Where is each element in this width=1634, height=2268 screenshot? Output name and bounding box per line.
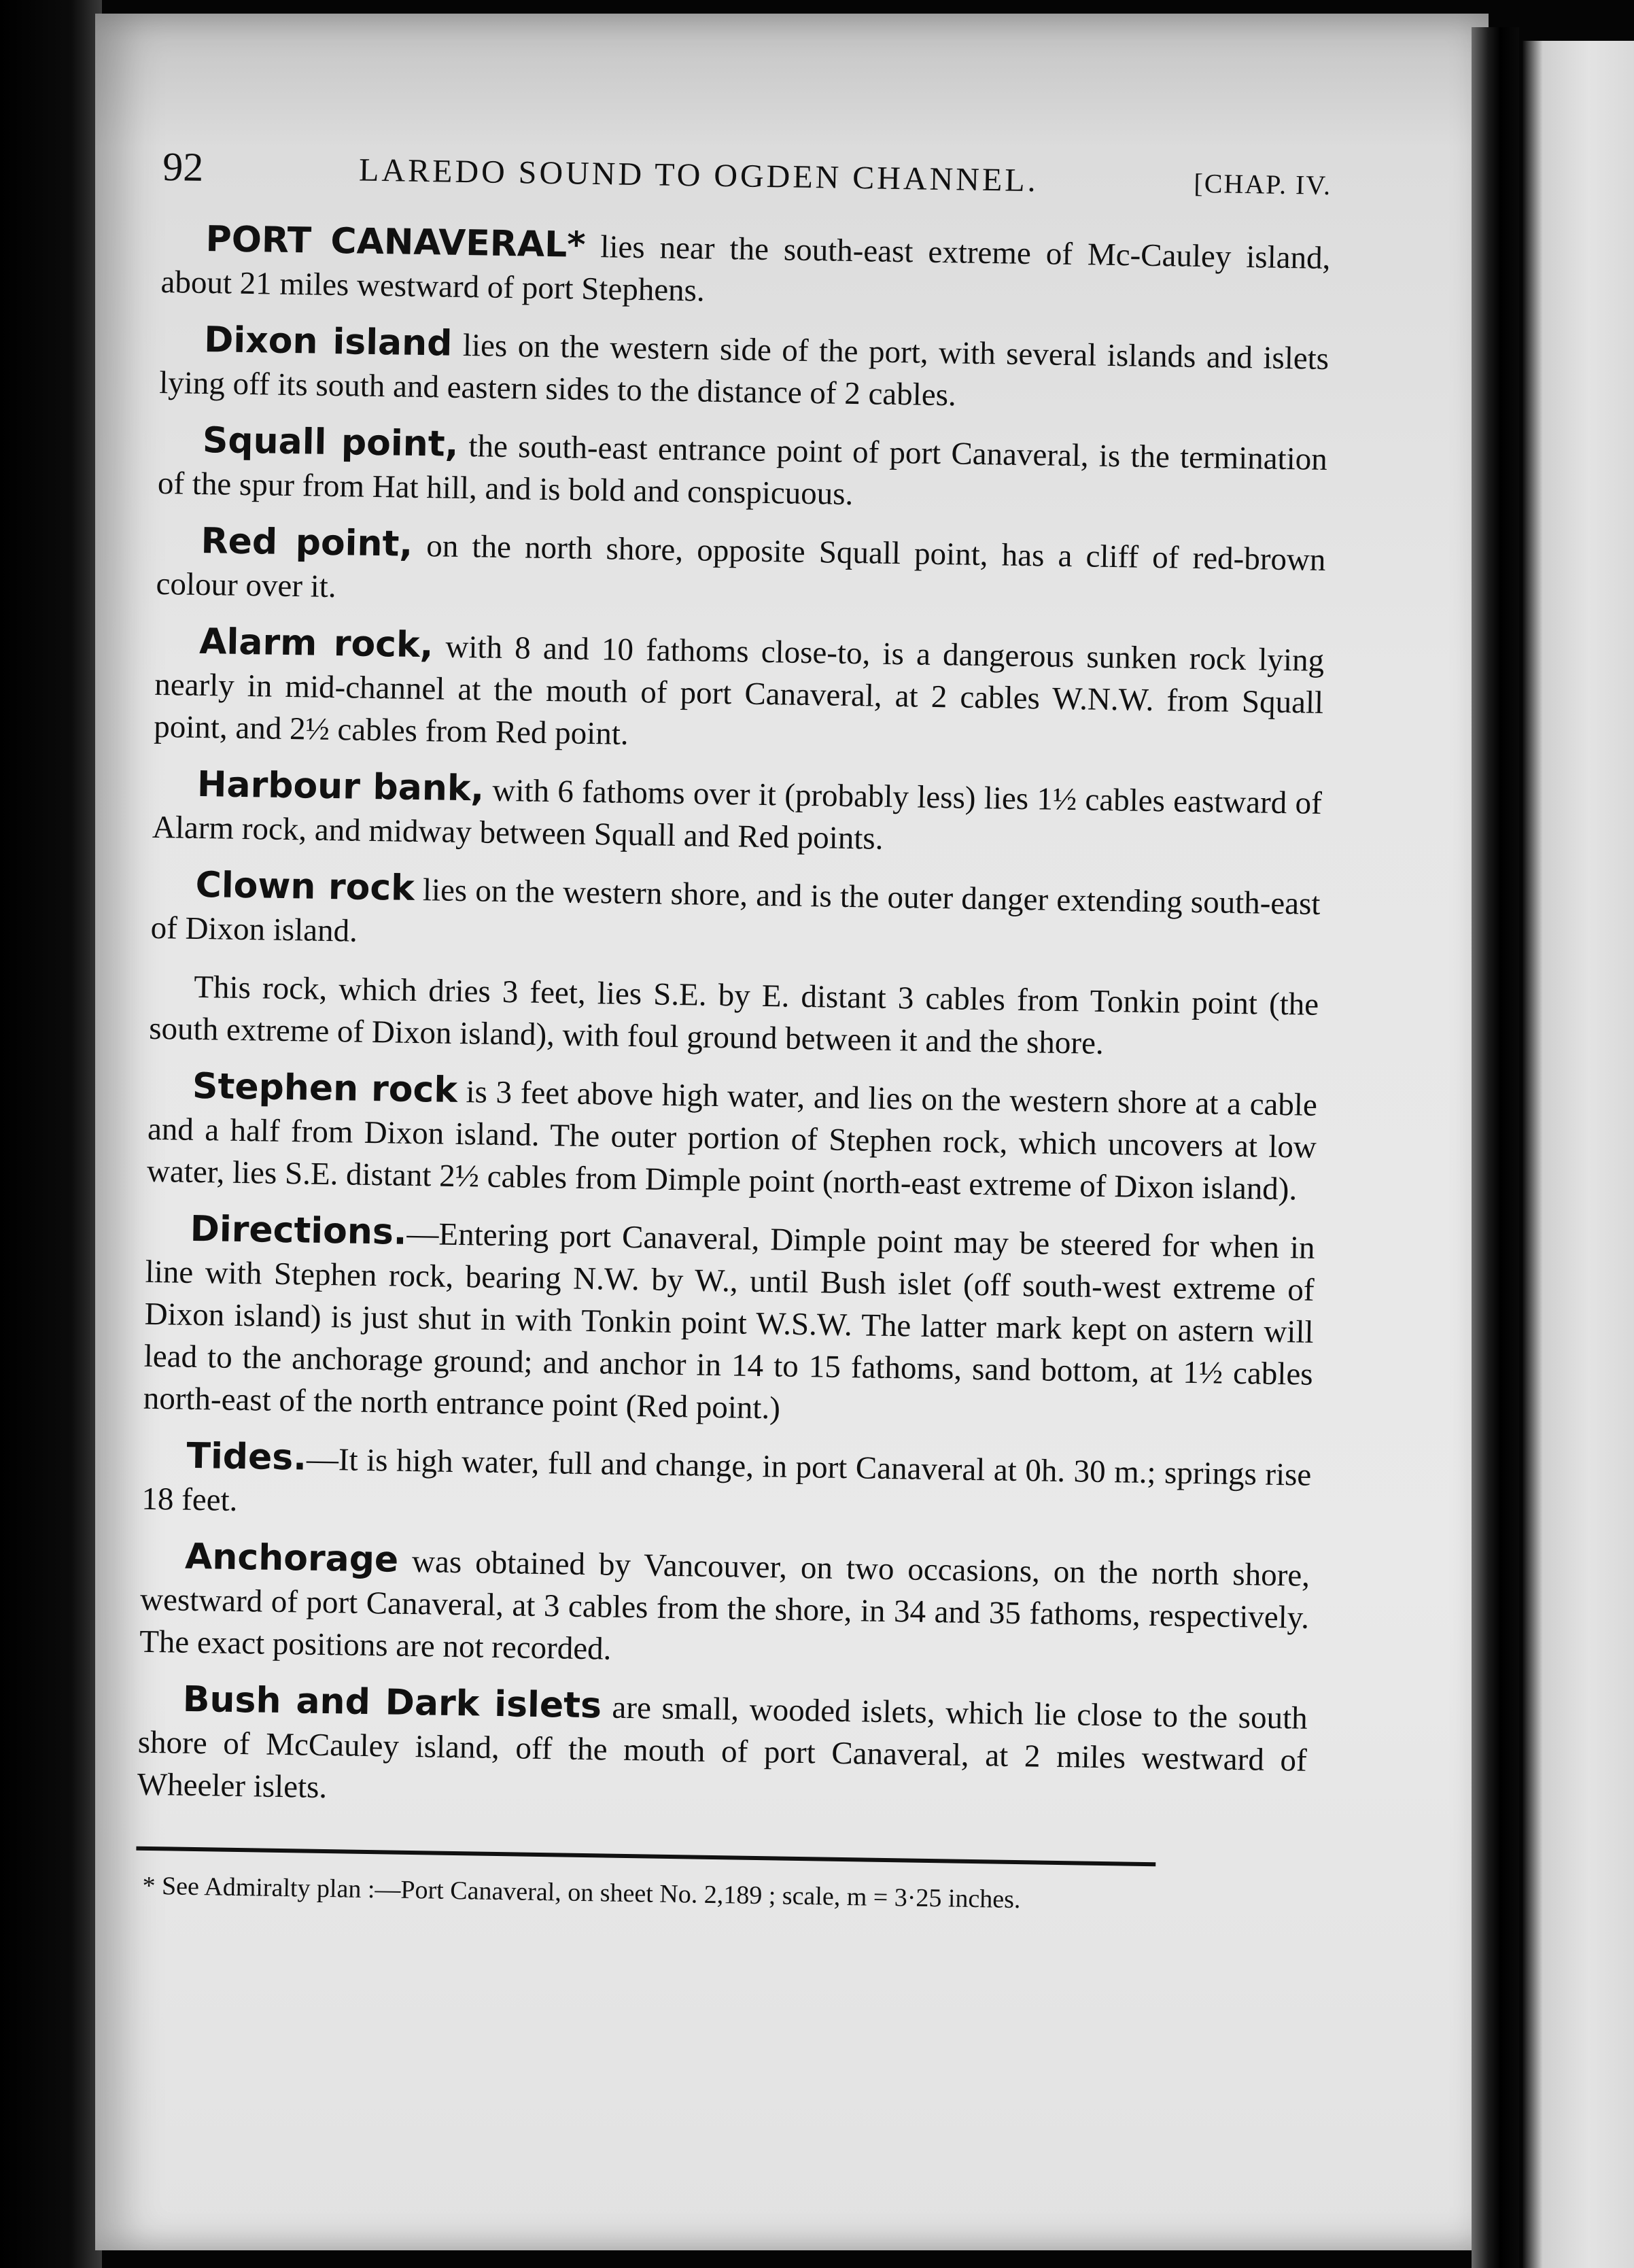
paragraph-clown-rock [150, 863, 1321, 967]
paragraph-squall-point [157, 419, 1327, 523]
scan-left-border [0, 0, 102, 2268]
paragraph-text: lies near the south-east extreme of Mc-Cauley island, about 21 miles westward of port Stephens. [160, 228, 1331, 309]
paragraph-text: lies on the western shore, and is the outer danger extending south-east of Dixon island. [150, 872, 1321, 949]
paragraph-stephen-rock [147, 1065, 1318, 1211]
paragraph-heading: Dixon island [203, 319, 453, 364]
paragraph-heading: Directions. [190, 1208, 408, 1253]
paragraph-text: is 3 feet above high water, and lies on the western shore at a cable and a half from Dixon island. The outer portion of Stephen rock, which uncovers at low water, lies S.E. distant 2½ cables from Dimple point (north-east extreme of Dixon island). [146, 1073, 1318, 1207]
paragraph-text: was obtained by Vancouver, on two occasions, on the north shore, westward of port Canaveral, at 3 cables from the shore, in 34 and 35 fathoms, respectively. The exact positions are not recorded. [139, 1543, 1310, 1667]
paragraph-text: on the north shore, opposite Squall point, has a cliff of red-brown colour over it. [156, 528, 1326, 605]
footnote: * See Admiralty plan :—Port Canaveral, on sheet No. 2,189 ; scale, m = 3·25 inches. [142, 1871, 1021, 1914]
paragraph-directions [143, 1207, 1315, 1438]
paragraph-text: with 8 and 10 fathoms close-to, is a dangerous sunken rock lying nearly in mid-channel at the mouth of port Canaveral, at 2 cables W.N.W. from Squall point, and 2½ cables from Red point. [153, 629, 1325, 752]
paragraph-text: with 6 fathoms over it (probably less) lies 1½ cables eastward of Alarm rock, and midway between Squall and Red points. [152, 772, 1323, 857]
running-title: LAREDO SOUND TO OGDEN CHANNEL. [358, 152, 1039, 199]
chapter-label: [CHAP. IV. [1194, 167, 1332, 201]
paragraph-anchorage [139, 1535, 1310, 1681]
paragraph-text: the south-east entrance point of port Canaveral, is the termination of the spur from Hat hill, and is bold and conspicuous. [157, 428, 1328, 513]
page-number: 92 [162, 143, 204, 190]
paragraph-dixon-island [159, 318, 1329, 422]
paragraph-heading: Bush and Dark islets [182, 1679, 602, 1727]
footnote-divider [136, 1846, 1155, 1867]
paragraph-heading: Tides. [186, 1435, 307, 1479]
paragraph-heading: Red point, [201, 520, 413, 565]
paragraph-text: This rock, which dries 3 feet, lies S.E. by E. distant 3 cables from Tonkin point (the south extreme of Dixon island), with foul ground between it and the shore. [148, 969, 1319, 1061]
paragraph-heading: Squall point, [202, 419, 459, 465]
paragraph-port-canaveral [160, 218, 1331, 322]
book-spine [1472, 27, 1519, 2268]
paragraph-heading: Harbour bank, [196, 763, 485, 810]
paragraph-heading: Clown rock [195, 864, 415, 909]
body-text [137, 218, 1330, 1824]
paragraph-heading: Alarm rock, [198, 621, 434, 666]
paragraph-bush-dark-islets [137, 1678, 1308, 1824]
facing-page-edge [1523, 41, 1634, 2268]
paragraph-text: are small, wooded islets, which lie close to the south shore of McCauley island, off the mouth of port Canaveral, at 2 miles westward of Wheeler islets. [137, 1689, 1308, 1806]
page-content [135, 136, 1332, 1919]
paragraph-heading: Stephen rock [192, 1065, 458, 1111]
paragraph-harbour-bank [152, 763, 1323, 867]
paragraph-heading: PORT CANAVERAL* [205, 219, 586, 266]
paragraph-tides [141, 1434, 1312, 1539]
paragraph-red-point [156, 519, 1326, 623]
paragraph-clown-rock-detail [149, 964, 1319, 1068]
paragraph-heading: Anchorage [184, 1536, 399, 1581]
paragraph-text: —It is high water, full and change, in port Canaveral at 0h. 30 m.; springs rise 18 feet. [141, 1441, 1312, 1518]
paragraph-alarm-rock [154, 620, 1325, 766]
paragraph-text: lies on the western side of the port, with several islands and islets lying off its south and eastern sides to the distance of 2 cables. [158, 327, 1329, 413]
paragraph-text: —Entering port Canaveral, Dimple point may be steered for when in line with Stephen rock, bearing N.W. by W., until Bush islet (off south-west extreme of Dixon island) is just shut in with Tonkin point W.S.W. The latter mark kept on astern will lead to the anchorage ground; and anchor in 14 to 15 fathoms, sand bottom, at 1½ cables north-east of the north entrance point (Red point.) [143, 1216, 1315, 1426]
